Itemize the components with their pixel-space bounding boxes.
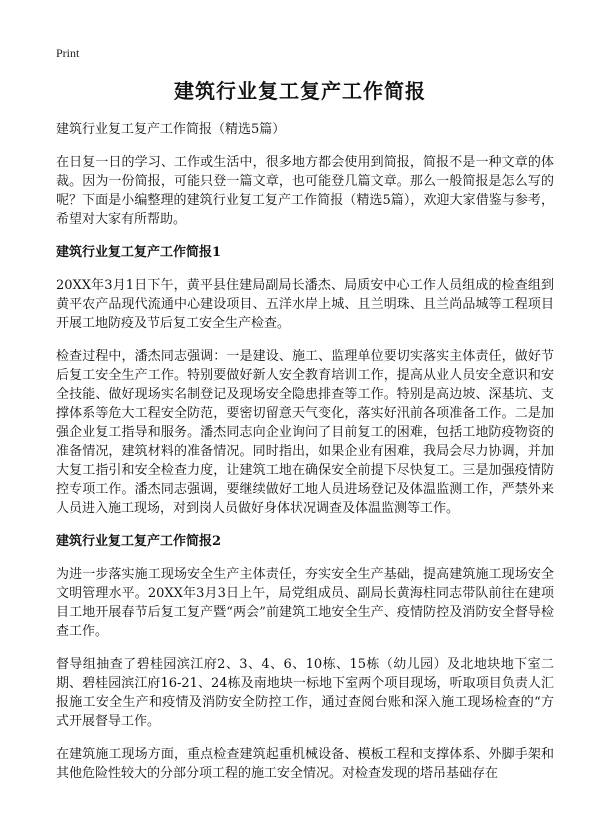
section-2-paragraph-3: 在建筑施工现场方面，重点检查建筑起重机械设备、模板工程和支撑体系、外脚手架和其他危险性较大的分部分项工程的施工安全情况。对检查发现的塔吊基础存在: [56, 747, 554, 781]
document-subtitle: 建筑行业复工复产工作简报（精选5篇）: [56, 122, 286, 137]
section-1-paragraph-2: 检查过程中，潘杰同志强调：一是建设、施工、监理单位要切实落实主体责任，做好节后复工安全生产工作。特别要做好新人安全教育培训工作，提高从业人员安全意识和安全技能、做好现场实名制登记及现场安全隐患排查等工作。特别是高边坡、深基坑、支撑体系等危大工程安全防范，要密切留意天气变化，落实好汛前各项准备工作。二是加强企业复工指导和服务。潘杰同志向企业询问了目前复工的困难，包括工地防疫物资的准备情况，建筑材料的准备情况。同时指出，如果企业有困难，我局会尽力协调，并加大复工指引和安全检查力度，让建筑工地在确保安全前提下尽快复工。三是加强疫情防控专项工作。潘杰同志强调，要继续做好工地人员进场登记及体温监测工作，严禁外来人员进入施工现场，对到岗人员做好身体状况调查及体温监测等工作。: [56, 349, 554, 516]
section-2-paragraph-2: 督导组抽查了碧桂园滨江府2、3、4、6、10栋、15栋（幼儿园）及北地块地下室二期、碧桂园滨江府16-21、24栋及南地块一标地下室两个项目现场，听取项目负责人汇报施工安全生产和疫情及消防安全防控工作，通过查阅台账和深入施工现场检查的“方式开展督导工作。: [56, 657, 554, 729]
section-2-paragraph-1: 为进一步落实施工现场安全生产主体责任，夯实安全生产基础，提高建筑施工现场安全文明管理水平。20XX年3月3日上午，局党组成员、副局长黄海柱同志带队前往在建项目工地开展春节后复工复产暨“两会”前建筑工地安全生产、疫情防控及消防安全督导检查工作。: [56, 567, 554, 639]
intro-paragraph: 在日复一日的学习、工作或生活中，很多地方都会使用到简报，简报不是一种文章的体裁。因为一份简报，可能只登一篇文章，也可能登几篇文章。那么一般简报是怎么写的呢？下面是小编整理的建筑行业复工复产工作简报（精选5篇），欢迎大家借鉴与参考，希望对大家有所帮助。: [56, 155, 554, 227]
document-body: [56, 120, 554, 797]
section-heading-2: 建筑行业复工复产工作简报2: [56, 534, 222, 549]
section-heading-1: 建筑行业复工复产工作简报1: [56, 245, 222, 260]
print-link[interactable]: Print: [56, 46, 80, 60]
section-1-paragraph-1: 20XX年3月1日下午，黄平县住建局副局长潘杰、局质安中心工作人员组成的检查组到黄平农产品现代流通中心建设项目、五洋水岸上城、且兰明珠、且兰尚品城等工程项目开展工地防疫及节后复工安全生产检查。: [56, 278, 554, 331]
document-title: 建筑行业复工复产工作简报: [174, 79, 426, 103]
